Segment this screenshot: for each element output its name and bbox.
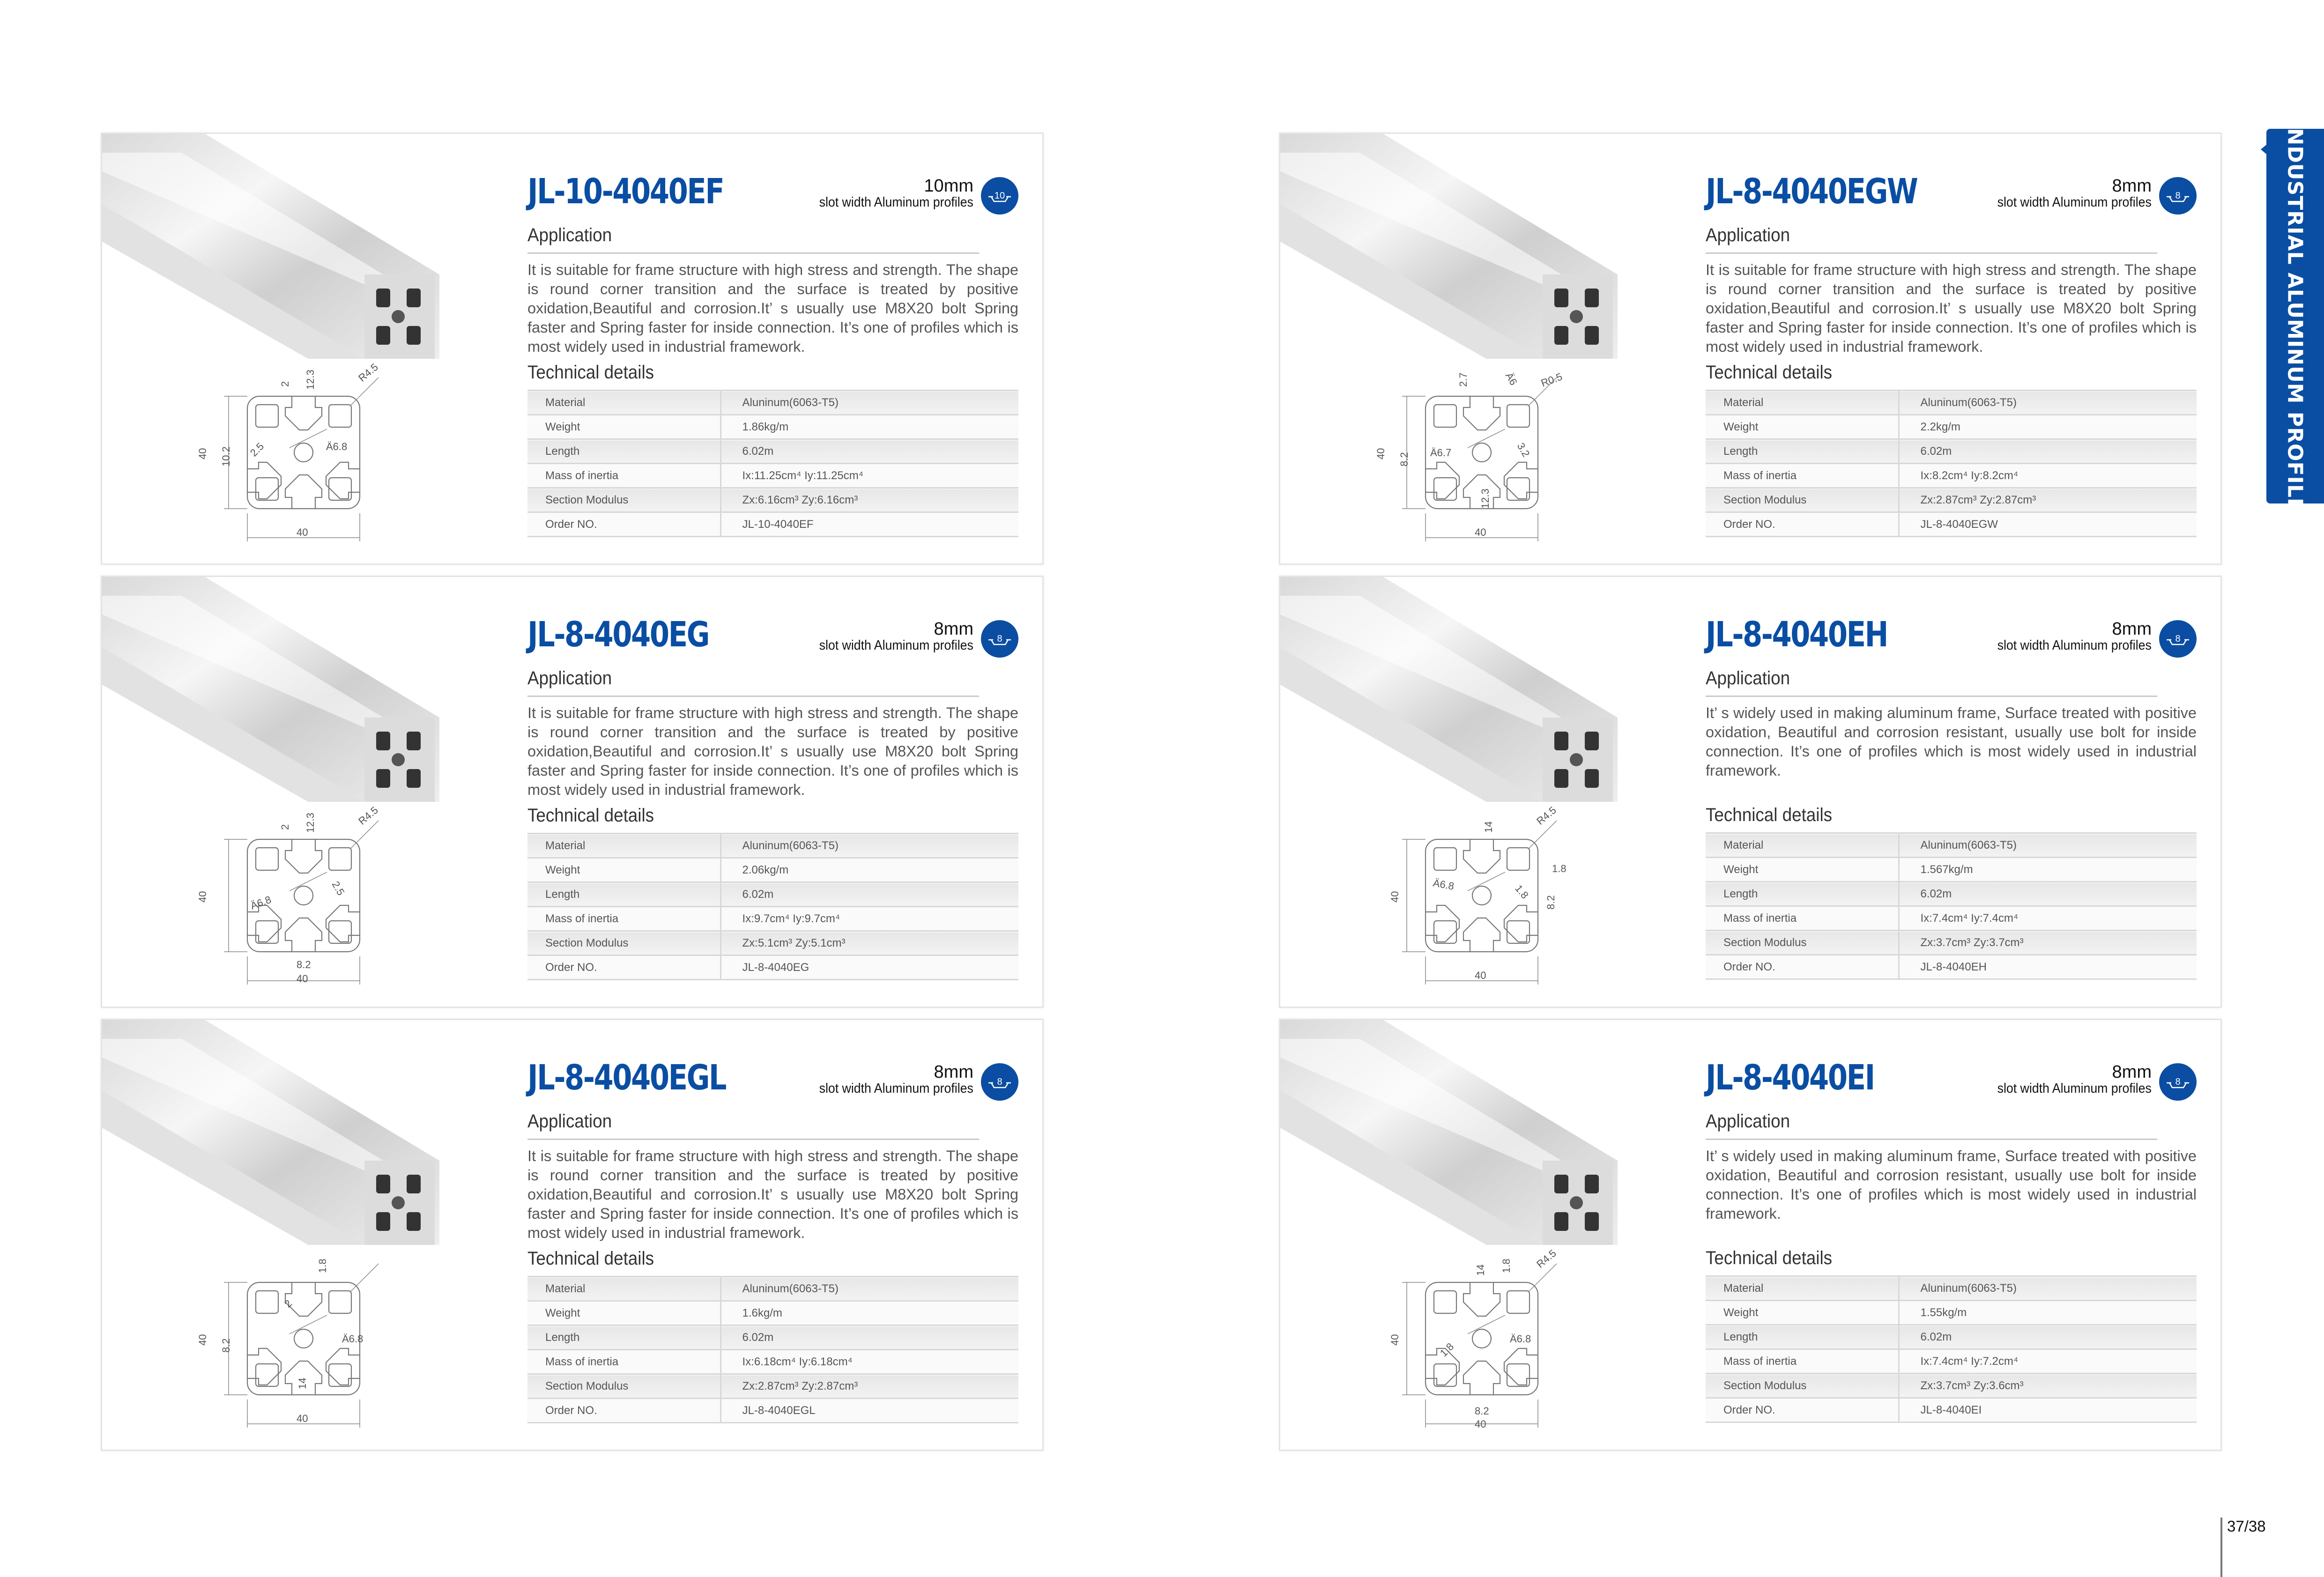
slot-width-mm: 8mm <box>934 1062 973 1082</box>
product-info <box>527 167 1018 537</box>
svg-text:8.2: 8.2 <box>1475 1405 1489 1417</box>
svg-text:14: 14 <box>297 1377 308 1389</box>
spec-table <box>1706 832 2197 980</box>
title-row <box>527 1053 1018 1104</box>
svg-text:40: 40 <box>1389 891 1401 903</box>
svg-text:8.2: 8.2 <box>220 1338 232 1353</box>
svg-text:8: 8 <box>2175 191 2181 201</box>
spec-row-weight: Weight 1.86kg/m <box>527 415 1018 439</box>
slot-badge-icon <box>981 620 1018 658</box>
slot-width-label <box>806 620 973 652</box>
cross-section-drawing <box>1355 797 1571 1003</box>
application-text: It is suitable for frame structure with high stress and strength. The shape is round corner transition and the surface is treated by positive oxidation,Beautiful and corrosion.It’ s usually use M8X20 bolt Spring faster and Spring faster for inside connection. It’s one of profiles which is most widely used in industrial framework. <box>1706 261 2197 355</box>
spec-row-modulus: Section Modulus Zx:3.7cm³ Zy:3.7cm³ <box>1706 931 2197 955</box>
title-row <box>1706 167 2197 218</box>
svg-text:R0.5: R0.5 <box>1539 370 1564 389</box>
technical-details-heading: Technical details <box>527 362 654 383</box>
spec-row-weight: Weight 1.6kg/m <box>527 1301 1018 1325</box>
slot-width-mm: 8mm <box>2112 619 2152 639</box>
application-heading: Application <box>1706 1111 2157 1140</box>
svg-text:2: 2 <box>279 381 291 387</box>
slot-width-mm: 10mm <box>924 176 973 196</box>
side-tab-label: INDUSTRIAL ALUMINUM PROFILE <box>2283 120 2307 512</box>
application-heading: Application <box>527 1111 979 1140</box>
application-text: It’ s widely used in making aluminum frame, Surface treated with positive oxidation, Beautiful and corrosion resistant, usually use bolt for inside connection. It’s one of profiles which is most widely used in industrial framework. <box>1706 704 2197 779</box>
svg-text:2: 2 <box>282 1297 295 1310</box>
spec-row-modulus: Section Modulus Zx:3.7cm³ Zy:3.6cm³ <box>1706 1374 2197 1398</box>
product-card-jl-8-4040egw <box>1279 133 2222 565</box>
slot-badge-icon <box>981 1063 1018 1101</box>
spec-row-material: Material Aluninum(6063-T5) <box>1706 833 2197 858</box>
product-photo <box>102 1020 439 1245</box>
spec-row-length: Length 6.02m <box>527 439 1018 464</box>
svg-text:Ä6.8: Ä6.8 <box>1510 1333 1531 1345</box>
technical-details-heading: Technical details <box>1706 805 1833 825</box>
spec-row-modulus: Section Modulus Zx:6.16cm³ Zy:6.16cm³ <box>527 488 1018 512</box>
svg-text:40: 40 <box>197 1334 208 1346</box>
spec-row-weight: Weight 2.2kg/m <box>1706 415 2197 439</box>
spec-row-material: Material Aluninum(6063-T5) <box>527 1277 1018 1301</box>
spec-table <box>527 833 1018 980</box>
slot-width-desc: slot width Aluminum profiles <box>1997 195 2152 210</box>
product-info <box>1706 610 2197 980</box>
slot-width-label <box>806 177 973 209</box>
spec-row-material: Material Aluninum(6063-T5) <box>1706 1276 2197 1301</box>
spec-row-order-no: Order NO. JL-10-4040EF <box>527 512 1018 537</box>
spec-row-order-no: Order NO. JL-8-4040EH <box>1706 955 2197 979</box>
product-info <box>527 610 1018 980</box>
product-card-jl-10-4040ef <box>101 133 1044 565</box>
svg-text:Ä6: Ä6 <box>1503 370 1520 387</box>
model-name: JL-8-4040EH <box>1706 615 1887 655</box>
spec-row-length: Length 6.02m <box>1706 439 2197 464</box>
technical-details-heading: Technical details <box>527 805 654 826</box>
svg-text:Ä6.8: Ä6.8 <box>249 893 273 912</box>
page-number: 37/38 <box>2220 1518 2266 1577</box>
spec-row-weight: Weight 1.55kg/m <box>1706 1301 2197 1325</box>
svg-text:R4.5: R4.5 <box>356 361 380 384</box>
svg-text:8: 8 <box>997 1077 1002 1087</box>
svg-text:40: 40 <box>197 891 208 903</box>
slot-width-desc: slot width Aluminum profiles <box>1997 1081 2152 1096</box>
slot-badge-icon <box>2159 177 2197 215</box>
spec-row-modulus: Section Modulus Zx:2.87cm³ Zy:2.87cm³ <box>1706 488 2197 512</box>
spec-row-modulus: Section Modulus Zx:5.1cm³ Zy:5.1cm³ <box>527 931 1018 955</box>
svg-text:1.8: 1.8 <box>317 1259 328 1273</box>
slot-width-label <box>1984 1063 2152 1096</box>
product-info <box>1706 1053 2197 1423</box>
product-info <box>527 1053 1018 1423</box>
slot-width-mm: 8mm <box>934 619 973 639</box>
svg-text:3.2: 3.2 <box>1515 441 1532 459</box>
spec-table <box>1706 1275 2197 1423</box>
spec-row-inertia: Mass of inertia Ix:7.4cm⁴ Iy:7.4cm⁴ <box>1706 906 2197 931</box>
spec-row-order-no: Order NO. JL-8-4040EGW <box>1706 512 2197 537</box>
svg-text:R4.5: R4.5 <box>1534 804 1559 827</box>
svg-text:Ä6.8: Ä6.8 <box>342 1333 364 1345</box>
cross-section-drawing <box>1355 1240 1571 1446</box>
slot-width-desc: slot width Aluminum profiles <box>819 638 973 653</box>
product-photo <box>1280 577 1618 802</box>
product-photo <box>1280 1020 1618 1245</box>
technical-details-heading: Technical details <box>1706 362 1833 383</box>
svg-text:8: 8 <box>2175 1077 2181 1087</box>
application-heading: Application <box>527 668 979 697</box>
slot-width-label <box>806 1063 973 1096</box>
svg-text:8.2: 8.2 <box>297 959 311 970</box>
svg-text:1.8: 1.8 <box>1513 882 1531 901</box>
spec-row-length: Length 6.02m <box>1706 1325 2197 1349</box>
application-heading: Application <box>1706 668 2157 697</box>
spec-row-length: Length 6.02m <box>527 1325 1018 1350</box>
svg-text:1.8: 1.8 <box>1500 1259 1512 1273</box>
title-row <box>1706 1053 2197 1104</box>
slot-width-desc: slot width Aluminum profiles <box>1997 638 2152 653</box>
svg-text:R4.5: R4.5 <box>356 804 380 827</box>
product-card-jl-8-4040eh <box>1279 576 2222 1008</box>
spec-row-inertia: Mass of inertia Ix:9.7cm⁴ Iy:9.7cm⁴ <box>527 907 1018 931</box>
slot-width-desc: slot width Aluminum profiles <box>819 195 973 210</box>
cross-section-drawing <box>177 1240 393 1446</box>
model-name: JL-8-4040EG <box>527 615 709 655</box>
spec-row-inertia: Mass of inertia Ix:11.25cm⁴ Iy:11.25cm⁴ <box>527 464 1018 488</box>
spec-row-length: Length 6.02m <box>527 882 1018 907</box>
title-row <box>527 167 1018 218</box>
spec-row-order-no: Order NO. JL-8-4040EG <box>527 955 1018 980</box>
svg-text:40: 40 <box>1475 970 1486 981</box>
spec-row-modulus: Section Modulus Zx:2.87cm³ Zy:2.87cm³ <box>527 1374 1018 1399</box>
product-card-jl-8-4040ei <box>1279 1019 2222 1451</box>
slot-width-desc: slot width Aluminum profiles <box>819 1081 973 1096</box>
model-name: JL-8-4040EI <box>1706 1058 1874 1098</box>
spec-table <box>527 390 1018 537</box>
spec-row-material: Material Aluninum(6063-T5) <box>527 834 1018 858</box>
svg-text:40: 40 <box>1375 448 1387 459</box>
svg-text:40: 40 <box>297 526 308 538</box>
product-info <box>1706 167 2197 537</box>
svg-text:Ä6.7: Ä6.7 <box>1430 447 1452 459</box>
svg-text:Ä6.8: Ä6.8 <box>1432 877 1455 892</box>
product-card-jl-8-4040egl <box>101 1019 1044 1451</box>
application-heading: Application <box>1706 225 2157 254</box>
spec-row-inertia: Mass of inertia Ix:8.2cm⁴ Iy:8.2cm⁴ <box>1706 464 2197 488</box>
svg-text:12.3: 12.3 <box>304 370 316 390</box>
spec-row-order-no: Order NO. JL-8-4040EI <box>1706 1398 2197 1422</box>
application-text: It is suitable for frame structure with high stress and strength. The shape is round corner transition and the surface is treated by positive oxidation,Beautiful and corrosion.It’ s usually use M8X20 bolt Spring faster and Spring faster for inside connection. It’s one of profiles which is most widely used in industrial framework. <box>527 1148 1018 1241</box>
spec-row-weight: Weight 1.567kg/m <box>1706 858 2197 882</box>
cross-section-drawing <box>177 354 393 560</box>
spec-row-inertia: Mass of inertia Ix:6.18cm⁴ Iy:6.18cm⁴ <box>527 1350 1018 1374</box>
technical-details-heading: Technical details <box>527 1248 654 1269</box>
application-text: It is suitable for frame structure with high stress and strength. The shape is round corner transition and the surface is treated by positive oxidation,Beautiful and corrosion.It’ s usually use M8X20 bolt Spring faster and Spring faster for inside connection. It’s one of profiles which is most widely used in industrial framework. <box>527 704 1018 798</box>
product-photo <box>1280 134 1618 359</box>
svg-text:12.3: 12.3 <box>304 813 316 833</box>
svg-text:2: 2 <box>279 824 291 830</box>
model-name: JL-8-4040EGL <box>527 1058 726 1098</box>
application-text: It’ s widely used in making aluminum frame, Surface treated with positive oxidation, Beautiful and corrosion resistant, usually use bolt for inside connection. It’s one of profiles which is most widely used in industrial framework. <box>1706 1148 2197 1222</box>
model-name: JL-8-4040EGW <box>1706 171 1917 212</box>
section-side-tab <box>2266 120 2324 512</box>
application-heading: Application <box>527 225 979 254</box>
slot-width-mm: 8mm <box>2112 1062 2152 1082</box>
title-row <box>527 610 1018 661</box>
svg-text:10.2: 10.2 <box>220 446 232 466</box>
svg-text:10: 10 <box>994 191 1005 201</box>
svg-text:12.3: 12.3 <box>1479 489 1491 509</box>
svg-text:R4.5: R4.5 <box>1534 1247 1559 1270</box>
slot-badge-icon <box>2159 620 2197 658</box>
svg-text:40: 40 <box>297 1413 308 1424</box>
slot-badge-icon <box>2159 1063 2197 1101</box>
svg-text:8: 8 <box>2175 634 2181 644</box>
svg-text:2.5: 2.5 <box>247 440 267 459</box>
svg-text:14: 14 <box>1483 821 1494 833</box>
svg-text:40: 40 <box>297 973 308 985</box>
spec-row-material: Material Aluninum(6063-T5) <box>527 391 1018 415</box>
svg-text:40: 40 <box>1475 526 1486 538</box>
svg-text:8.2: 8.2 <box>1545 895 1557 910</box>
product-photo <box>102 134 439 359</box>
spec-table <box>1706 390 2197 537</box>
svg-text:14: 14 <box>1475 1264 1486 1276</box>
svg-text:40: 40 <box>1475 1418 1486 1430</box>
svg-text:8: 8 <box>997 634 1002 644</box>
slot-badge-icon <box>981 177 1018 215</box>
spec-row-order-no: Order NO. JL-8-4040EGL <box>527 1399 1018 1423</box>
svg-text:2.7: 2.7 <box>1457 372 1469 387</box>
model-name: JL-10-4040EF <box>527 171 724 212</box>
spec-row-material: Material Aluninum(6063-T5) <box>1706 391 2197 415</box>
svg-text:Ä6.8: Ä6.8 <box>326 441 348 452</box>
application-text: It is suitable for frame structure with high stress and strength. The shape is round corner transition and the surface is treated by positive oxidation,Beautiful and corrosion.It’ s usually use M8X20 bolt Spring faster and Spring faster for inside connection. It’s one of profiles which is most widely used in industrial framework. <box>527 261 1018 355</box>
svg-text:2.5: 2.5 <box>329 879 347 897</box>
spec-row-length: Length 6.02m <box>1706 882 2197 906</box>
product-card-jl-8-4040eg <box>101 576 1044 1008</box>
title-row <box>1706 610 2197 661</box>
slot-width-label <box>1984 620 2152 652</box>
product-photo <box>102 577 439 802</box>
cross-section-drawing <box>177 797 393 1003</box>
svg-text:1.8: 1.8 <box>1437 1340 1456 1359</box>
slot-width-mm: 8mm <box>2112 176 2152 196</box>
svg-text:40: 40 <box>1389 1334 1401 1346</box>
cross-section-drawing <box>1355 354 1571 560</box>
spec-table <box>527 1276 1018 1423</box>
spec-row-weight: Weight 2.06kg/m <box>527 858 1018 882</box>
svg-text:8.2: 8.2 <box>1398 452 1410 466</box>
svg-text:1.8: 1.8 <box>1552 863 1567 874</box>
svg-text:40: 40 <box>197 448 208 459</box>
technical-details-heading: Technical details <box>1706 1248 1833 1268</box>
slot-width-label <box>1984 177 2152 209</box>
spec-row-inertia: Mass of inertia Ix:7.4cm⁴ Iy:7.2cm⁴ <box>1706 1349 2197 1374</box>
